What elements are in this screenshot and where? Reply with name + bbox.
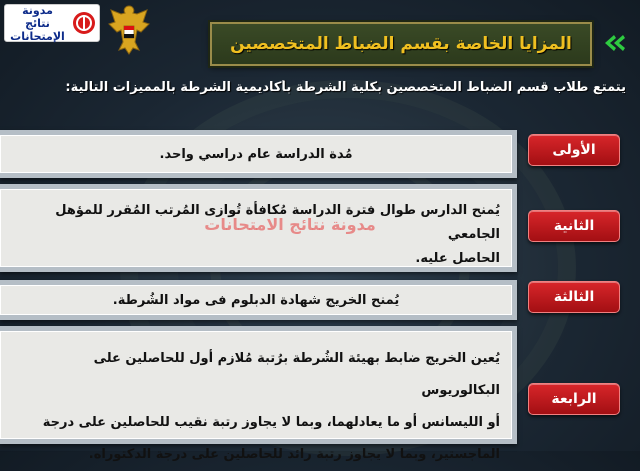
blog-logo[interactable] bbox=[4, 4, 100, 42]
page-title: المزايا الخاصة بقسم الضباط المتخصصين bbox=[230, 34, 572, 54]
feature-text: يُعين الخريج ضابط بهيئة الشُرطة برُتبة مُلازم أول للحاصلين على البكالوريوس bbox=[93, 351, 500, 398]
feature-text: الماجستير، وبما لا يجاوز رتبة رائد للحاصلين على درجة الدكتوراه. bbox=[88, 447, 500, 462]
feature-text: يُمنح الخريج شهادة الدبلوم فى مواد الشُرطة. bbox=[112, 292, 400, 308]
eagle-icon bbox=[107, 2, 151, 56]
feature-label-third[interactable]: الثالثة bbox=[528, 281, 620, 313]
feature-panel-3 bbox=[0, 280, 517, 320]
feature-text: مُدة الدراسة عام دراسي واحد. bbox=[159, 146, 353, 162]
page-title-bar bbox=[210, 22, 592, 66]
back-button[interactable] bbox=[600, 30, 628, 56]
feature-text: يُمنح الدارس طوال فترة الدراسة مُكافأة تُوازى المُرتب المُقرر للمؤهل الجامعي bbox=[55, 203, 500, 242]
globe-icon bbox=[73, 12, 95, 34]
chevron-double-left-icon bbox=[602, 33, 626, 53]
feature-text: الحاصل عليه. bbox=[415, 251, 500, 266]
feature-label-second[interactable]: الثانية bbox=[528, 210, 620, 242]
feature-panel-1 bbox=[0, 130, 517, 178]
feature-text: أو الليسانس أو ما يعادلهما، وبما لا يجاوز رتبة نقيب للحاصلين على درجة bbox=[42, 415, 500, 430]
blog-logo-text: مدونة نتائج الإمتحانات bbox=[10, 3, 65, 43]
feature-label-first[interactable]: الأولى bbox=[528, 134, 620, 166]
feature-label-fourth[interactable]: الرابعة bbox=[528, 383, 620, 415]
intro-text: يتمتع طلاب قسم الضباط المتخصصين بكلية الشرطة بأكاديمية الشرطة بالمميزات التالية: bbox=[65, 80, 626, 95]
feature-panel-4 bbox=[0, 326, 517, 462]
watermark-text: مدونة نتائج الامتحانات bbox=[204, 215, 376, 234]
